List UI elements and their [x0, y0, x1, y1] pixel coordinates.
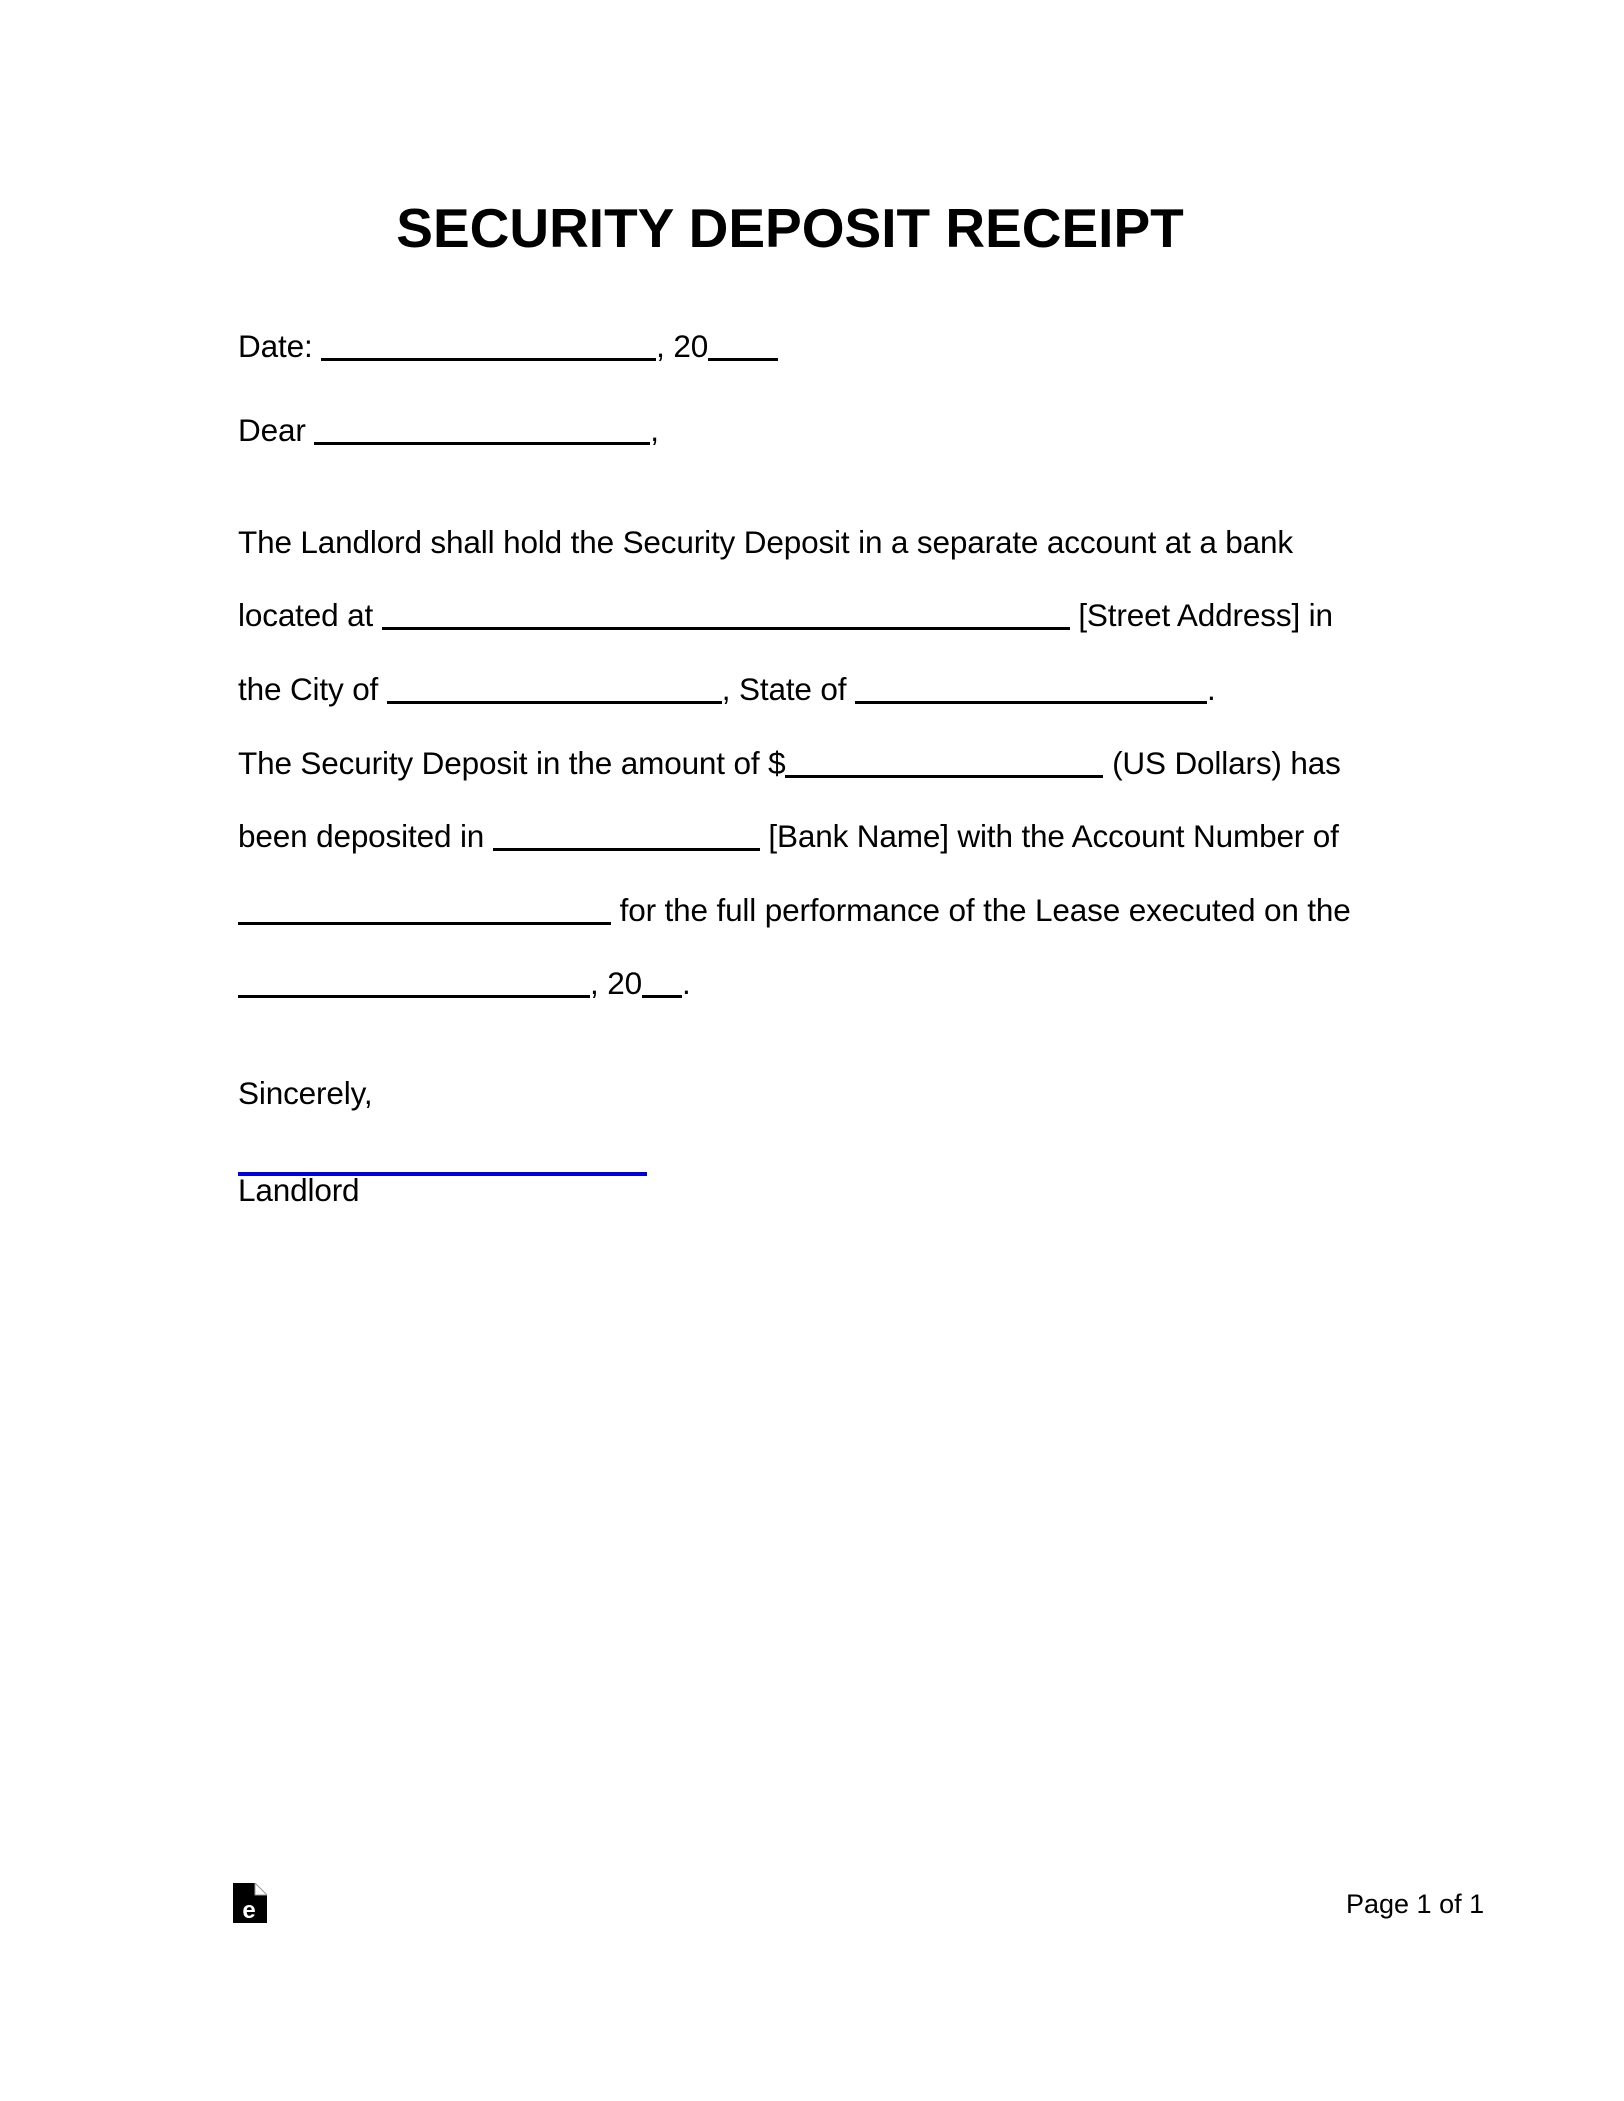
body-line-6: [238, 890, 1351, 930]
document-title: SECURITY DEPOSIT RECEIPT: [396, 197, 1184, 259]
street-address-blank-field[interactable]: [382, 601, 1070, 630]
date-label: Date:: [238, 328, 313, 364]
body-line-5: [238, 816, 1339, 856]
body-text: .: [681, 965, 691, 1001]
recipient-blank-field[interactable]: [314, 416, 650, 445]
salutation-label: Dear: [238, 412, 306, 448]
body-text: .: [1206, 671, 1216, 707]
body-text: [Bank Name] with the Account Number of: [768, 818, 1339, 854]
body-text: located at: [238, 597, 374, 633]
signature-label: Landlord: [238, 1172, 360, 1208]
body-line-4: [238, 743, 1341, 783]
lease-date-blank-field[interactable]: [238, 969, 590, 998]
body-line-7: [238, 963, 691, 1003]
svg-text:e: e: [242, 1897, 256, 1923]
body-text: (US Dollars) has: [1112, 745, 1341, 781]
body-text: , State of: [721, 671, 847, 707]
page-number-label: Page 1 of 1: [1346, 1889, 1485, 1919]
body-text: for the full performance of the Lease executed on the: [619, 892, 1351, 928]
body-line-2: [238, 595, 1333, 635]
year-blank-field[interactable]: [708, 332, 778, 361]
closing: Sincerely,: [238, 1075, 373, 1111]
body-text: [Street Address] in: [1078, 597, 1333, 633]
salutation-line: [238, 410, 659, 450]
amount-blank-field[interactable]: [785, 749, 1103, 778]
body-line-1: [238, 522, 1293, 562]
state-blank-field[interactable]: [855, 675, 1207, 704]
body-text: The Security Deposit in the amount of $: [238, 745, 786, 781]
eforms-document-icon: [233, 1883, 267, 1923]
salutation-comma: ,: [650, 412, 659, 448]
lease-year-blank-field[interactable]: [642, 969, 682, 998]
date-year-prefix: , 20: [656, 328, 709, 364]
date-blank-field[interactable]: [321, 332, 656, 361]
body-text: been deposited in: [238, 818, 485, 854]
date-line: [238, 326, 778, 366]
body-text: The Landlord shall hold the Security Deposit in a separate account at a bank: [238, 524, 1294, 560]
body-line-3: [238, 669, 1216, 709]
bank-name-blank-field[interactable]: [493, 822, 760, 851]
body-text: , 20: [590, 965, 642, 1001]
city-blank-field[interactable]: [387, 675, 722, 704]
account-number-blank-field[interactable]: [238, 896, 611, 925]
body-text: the City of: [238, 671, 379, 707]
